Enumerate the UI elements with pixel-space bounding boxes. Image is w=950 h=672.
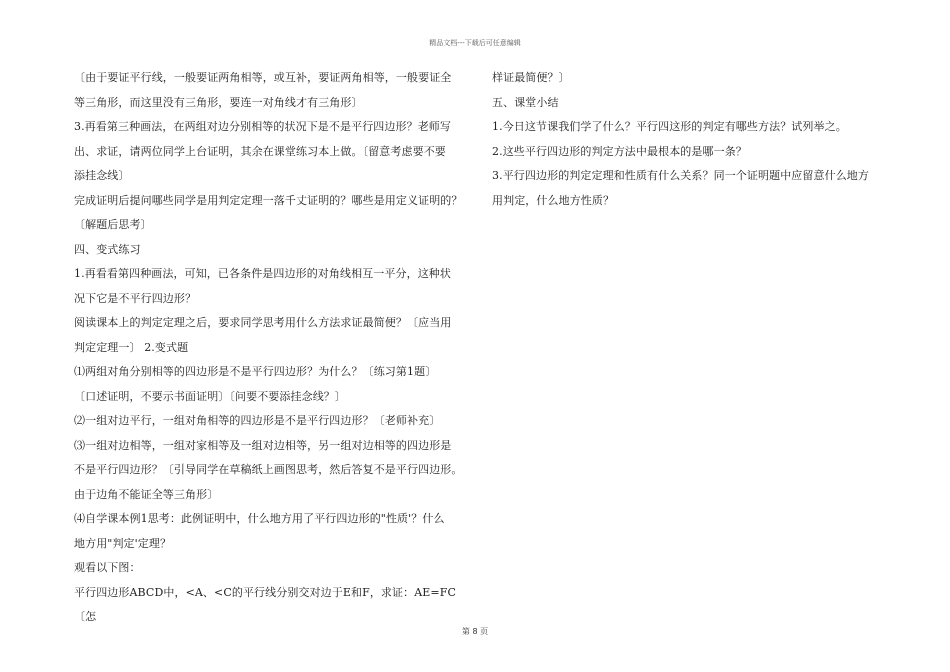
page-number: 第 8 页 (461, 627, 489, 636)
text-line: ⑴两组对角分别相等的四边形是不是平行四边形？为什么？〔练习第1题〕 (74, 365, 437, 378)
text-line: 出、求证，请两位同学上台证明，其余在课堂练习本上做。〔留意考虑要不要 (74, 144, 446, 158)
page-header: 精品文档---下载后可任意编辑 (429, 39, 521, 47)
text-line: 判定定理一〕 2.变式题 (74, 340, 189, 354)
text-line: 1.今日这节课我们学了什么？平行四这形的判定有哪些方法？试列举之。 (492, 120, 847, 133)
text-line: 完成证明后提问哪些同学是用判定定理一落千丈证明的？哪些是用定义证明的？ (74, 193, 463, 207)
section-heading: 四、变式练习 (74, 242, 141, 256)
text-line: 地方用"判定'定理？ (74, 536, 172, 550)
text-line: 用判定，什么地方性质？ (492, 193, 615, 207)
text-line: 3.平行四边形的判定定理和性质有什么关系？同一个证明题中应留意什么地方 (492, 169, 869, 182)
section-heading: 五、课堂小结 (492, 95, 559, 109)
right-column (492, 66, 884, 213)
text-line: 不是平行四边形？〔引导同学在草稿纸上画图思考，然后答复不是平行四边形。 (74, 463, 463, 476)
text-line: 样证最简便？〕 (492, 71, 570, 84)
text-line: 3.再看第三种画法，在两组对边分别相等的状况下是不是平行四边形？老师写 (74, 120, 451, 133)
text-line: ⑵一组对边平行，一组对角相等的四边形是不是平行四边形？〔老师补充〕 (74, 414, 441, 427)
text-line: 阅读课本上的判定定理之后，要求同学思考用什么方法求证最简便？〔应当用 (74, 316, 452, 329)
text-line: 添挂念线〕 (74, 169, 130, 182)
text-line: 〔由于要证平行线，一般要证两角相等，或互补，要证两角相等，一般要证全 (74, 71, 452, 84)
text-line: ⑷自学课本例1思考：此例证明中，什么地方用了平行四边形的"性质'？什么 (74, 512, 445, 525)
text-line: 〔口述证明，不要示书面证明〕〔问要不要添挂念线？〕 (74, 389, 346, 403)
text-line: 平行四边形ABCD中，<A、<C的平行线分别交对边于E和F，求证：AE=FC〔怎 (74, 585, 456, 623)
text-line: ⑶一组对边相等，一组对家相等及一组对边相等，另一组对边相等的四边形是 (74, 438, 452, 452)
text-line: 2.这些平行四边形的判定方法中最根本的是哪一条？ (492, 144, 747, 158)
text-line: 〔解题后思考〕 (74, 218, 152, 231)
text-line: 况下它是不平行四边形？ (74, 291, 197, 305)
text-line: 1.再看看第四种画法，可知，已各条件是四边形的对角线相互一平分，这种状 (74, 267, 451, 280)
text-line: 等三角形，而这里没有三角形，要连一对角线才有三角形〕 (74, 95, 363, 109)
left-column (74, 66, 466, 630)
text-line: 由于边角不能证全等三角形〕 (74, 487, 219, 501)
text-line: 观看以下图： (74, 561, 141, 574)
